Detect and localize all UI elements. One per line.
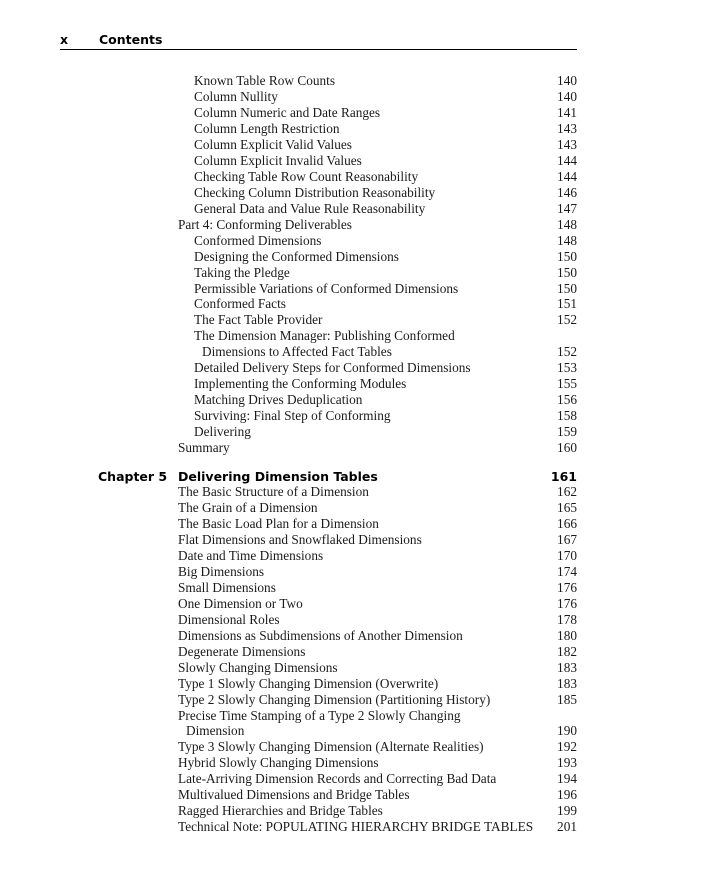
toc-entry [178,819,577,835]
toc-entry-page: 196 [557,787,577,802]
toc-entry-page: 178 [557,612,577,627]
toc-entry [178,803,577,819]
toc-entry [178,660,577,676]
toc-entry-page: 144 [557,153,577,168]
toc-entry-page: 143 [557,137,577,152]
toc-entry-title: The Dimension Manager: Publishing Conformed [194,328,455,343]
toc-entry-title: Date and Time Dimensions [178,548,324,563]
toc-entry-page: 201 [557,819,577,834]
toc-entry-title: Type 3 Slowly Changing Dimension (Alternate Realities) [178,739,484,754]
toc-entry-title: Taking the Pledge [194,265,290,280]
toc-entry [178,644,577,660]
toc-entry-page: 183 [557,676,577,691]
toc-entry-title: Dimensional Roles [178,612,280,627]
toc-entry [178,532,577,548]
toc-entry [194,392,577,408]
toc-entry-page: 150 [557,281,577,296]
running-header [60,32,577,50]
toc-entry [178,484,577,500]
toc-entry [194,153,577,169]
toc-entry [194,185,577,201]
toc-entry-title: Detailed Delivery Steps for Conformed Dimensions [194,360,471,375]
header-title: Contents [99,32,163,47]
toc-entry-title: Checking Column Distribution Reasonability [194,185,436,200]
toc-entry-title: Technical Note: POPULATING HIERARCHY BRIDGE TABLES [178,819,534,834]
toc-entry-page: 165 [557,500,577,515]
toc-entry-title: One Dimension or Two [178,596,303,611]
toc-entry-page: 153 [557,360,577,375]
toc-entry-page: 152 [557,312,577,327]
toc-entry [194,121,577,137]
toc-entry-title: Known Table Row Counts [194,73,336,88]
toc-entry [194,89,577,105]
toc-entry-title: Column Explicit Valid Values [194,137,352,152]
toc-entry-page: 152 [557,344,577,359]
toc-part-heading [178,217,577,233]
toc-entry-page: 167 [557,532,577,547]
toc-entry [194,328,577,344]
toc-entry [178,516,577,532]
toc-entry [194,201,577,217]
toc-entry [194,312,577,328]
toc-entry-title: Surviving: Final Step of Conforming [194,408,391,423]
toc-entry-page: 185 [557,692,577,707]
toc-entry-page: 150 [557,265,577,280]
toc-entry-page: 148 [557,233,577,248]
toc-entry [178,692,577,708]
toc-entry-title: Ragged Hierarchies and Bridge Tables [178,803,383,818]
toc-summary [178,440,577,456]
toc-entry-title: Conformed Facts [194,296,286,311]
toc-entry-title: General Data and Value Rule Reasonability [194,201,426,216]
toc-entry-title: Permissible Variations of Conformed Dimensions [194,281,459,296]
toc-entry [178,628,577,644]
toc-entry-page: 170 [557,548,577,563]
toc-entry [194,73,577,89]
toc-entry-page: 162 [557,484,577,499]
toc-entry-page: 193 [557,755,577,770]
toc-entry-page: 151 [557,296,577,311]
toc-entry [178,755,577,771]
toc-entry-page: 174 [557,564,577,579]
chapter-page: 161 [550,469,577,484]
toc-entry-title: Column Numeric and Date Ranges [194,105,381,120]
toc-entry-title: Conformed Dimensions [194,233,322,248]
toc-entry [194,296,577,312]
toc-entry [194,376,577,392]
toc-entry [194,169,577,185]
toc-entry-title: Designing the Conformed Dimensions [194,249,399,264]
toc-entry-title: Type 1 Slowly Changing Dimension (Overwrite) [178,676,439,691]
toc-entry-title: Checking Table Row Count Reasonability [194,169,419,184]
toc-entry-page: 160 [557,440,577,455]
toc-entry-title: The Basic Structure of a Dimension [178,484,369,499]
toc-entry-page: 176 [557,596,577,611]
toc-entry-title: Dimension [186,723,245,738]
toc-entry-title: Delivering [194,424,251,439]
toc-entry-title: Precise Time Stamping of a Type 2 Slowly Changing [178,708,461,723]
toc-entry-title: Matching Drives Deduplication [194,392,363,407]
toc-entry-page: 180 [557,628,577,643]
toc-entry [194,424,577,440]
toc-entry [178,771,577,787]
toc-entry [178,708,577,724]
toc-entry-title: Dimensions as Subdimensions of Another Dimension [178,628,463,643]
toc-entry-page: 182 [557,644,577,659]
toc-entry-title: Slowly Changing Dimensions [178,660,338,675]
toc-entry-page: 158 [557,408,577,423]
toc-entry-title: Big Dimensions [178,564,265,579]
toc-entry [178,787,577,803]
toc-entry [178,612,577,628]
toc-entry [178,676,577,692]
toc-entry [178,500,577,516]
toc-entry-page: 166 [557,516,577,531]
toc-entry [178,580,577,596]
toc-entry [178,739,577,755]
toc-entry-title: Degenerate Dimensions [178,644,306,659]
toc-entry-page: 147 [557,201,577,216]
toc-entry-title: Summary [178,440,230,455]
toc-entry [194,360,577,376]
toc-entry-page: 144 [557,169,577,184]
header-page-number: x [60,32,69,47]
toc-entry-title: Type 2 Slowly Changing Dimension (Partitioning History) [178,692,491,707]
toc-entry-title: The Basic Load Plan for a Dimension [178,516,379,531]
toc-entry-continued [202,344,577,360]
toc-entry-title: Implementing the Conforming Modules [194,376,407,391]
toc-entry [178,548,577,564]
toc-entry-page: 140 [557,73,577,88]
toc-entry-title: Late-Arriving Dimension Records and Correcting Bad Data [178,771,497,786]
toc-entry-page: 155 [557,376,577,391]
toc-entry-page: 148 [557,217,577,232]
toc-entry [194,233,577,249]
toc-entry-page: 146 [557,185,577,200]
toc-entry-continued [186,723,577,739]
toc-entry-title: The Fact Table Provider [194,312,323,327]
toc-entry [178,596,577,612]
toc-entry-title: Flat Dimensions and Snowflaked Dimensions [178,532,422,547]
toc-entry [194,137,577,153]
toc-entry-page: 194 [557,771,577,786]
toc-entry-title: Part 4: Conforming Deliverables [178,217,352,232]
toc-entry-page: 199 [557,803,577,818]
toc-entry [194,281,577,297]
toc-entry-title: Column Explicit Invalid Values [194,153,362,168]
toc-entry-page: 183 [557,660,577,675]
toc-entry-page: 159 [557,424,577,439]
toc-entry [194,105,577,121]
toc-entry [194,249,577,265]
toc-entry-title: Column Length Restriction [194,121,340,136]
toc-entry [194,408,577,424]
toc-entry-title: Dimensions to Affected Fact Tables [202,344,392,359]
toc-entry-page: 156 [557,392,577,407]
chapter-label: Chapter 5 [98,469,168,484]
toc-entry-page: 190 [557,723,577,738]
toc-entry [194,265,577,281]
toc-entry-page: 150 [557,249,577,264]
toc-entry-title: Small Dimensions [178,580,276,595]
toc-entry [178,564,577,580]
toc-entry-title: Column Nullity [194,89,278,104]
toc-entry-page: 176 [557,580,577,595]
toc-entry-page: 140 [557,89,577,104]
toc-entry-title: The Grain of a Dimension [178,500,318,515]
chapter-title: Delivering Dimension Tables [178,469,378,484]
toc-entry-page: 141 [557,105,577,120]
toc-entry-title: Multivalued Dimensions and Bridge Tables [178,787,410,802]
toc-entry-page: 192 [557,739,577,754]
toc-entry-page: 143 [557,121,577,136]
toc-entry-title: Hybrid Slowly Changing Dimensions [178,755,379,770]
